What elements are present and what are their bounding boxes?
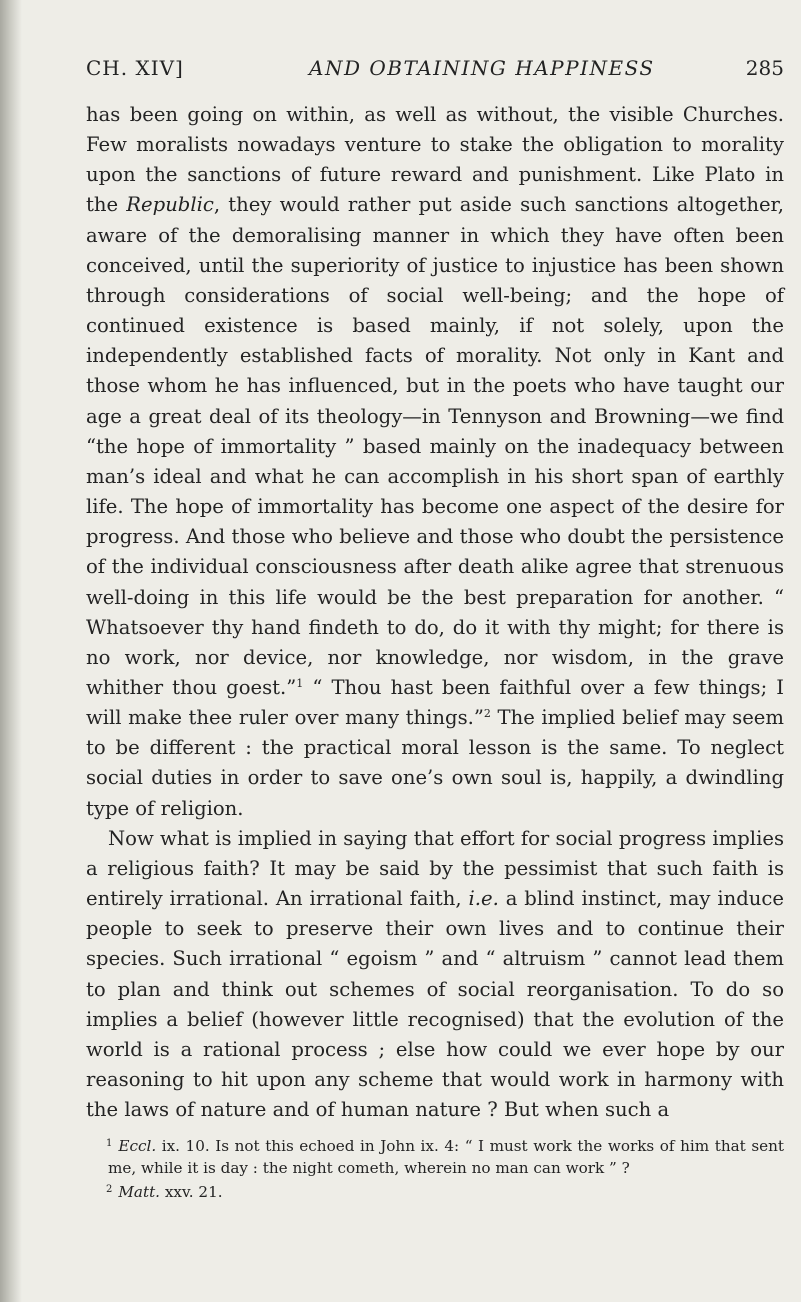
paragraph-1-text-a: has been going on within, as well as without, the visible Churches. Few moralists nowadays venture to stake the obligation to morality upon the sanctions of future reward and punishment. Like Plato in the bbox=[86, 103, 784, 217]
footnote-1 bbox=[86, 1133, 784, 1179]
paragraph-2 bbox=[86, 824, 784, 1126]
footnote-2-mark: 2 bbox=[106, 1184, 113, 1196]
footnote-1-mark: 1 bbox=[106, 1138, 113, 1150]
footnote-ref-2[interactable]: 2 bbox=[483, 707, 491, 721]
page-number: 285 bbox=[745, 56, 784, 80]
ie-abbrev: i.e. bbox=[468, 887, 499, 911]
footnote-ref-1[interactable]: 1 bbox=[296, 676, 304, 690]
paragraph-2-text-b: a blind instinct, may induce people to seek to preserve their own lives and to continue their species. Such irrational “ egoism ” and “ altruism ” cannot lead them to plan and think out schemes of social reorganisation. To do so implies a belief (however little recognised) that the evolution of the world is a rational process ; else how could we ever hope by our reasoning to hit upon any scheme that would work in harmony with the laws of nature and of human nature ? But when such a bbox=[86, 887, 784, 1122]
body-text bbox=[86, 100, 784, 1125]
paragraph-1-text-d: The implied belief may seem to be different : the practical moral lesson is the same. To neglect social duties in order to save one’s own soul is, happily, a dwindling type of religion. bbox=[86, 706, 784, 820]
footnote-2-text: xxv. 21. bbox=[160, 1183, 223, 1202]
footnote-1-ref: Eccl. bbox=[118, 1137, 157, 1156]
paragraph-1 bbox=[86, 100, 784, 824]
chapter-label: CH. XIV] bbox=[86, 56, 184, 80]
running-head bbox=[86, 56, 784, 90]
paragraph-1-text-b: , they would rather put aside such sanctions altogether, aware of the demoralising manner in which they have often been conceived, until the superiority of justice to injustice has been shown through considerations of social well-being; and the hope of continued existence is based mainly, if not solely, upon the independently established facts of morality. Not only in Kant and those whom he has influenced, but in the poets who have taught our age a great deal of its theology—in Tennyson and Browning—we find “the hope of immortality ” based mainly on the inadequacy between man’s ideal and what he can accomplish in his short span of earthly life. The hope of immortality has become one aspect of the desire for progress. And those who believe and those who doubt the persistence of the individual consciousness after death alike agree that strenuous well-doing in this life would be the best preparation for another. “ Whatsoever thy hand findeth to do, do it with thy might; for there is no work, nor device, nor knowledge, nor wisdom, in the grave whither thou goest.” bbox=[86, 193, 784, 699]
footnotes bbox=[86, 1133, 784, 1204]
paragraph-2-text-a: Now what is implied in saying that effort for social progress implies a religious faith? It may be said by the pessimist that such faith is entirely irrational. An irrational faith, bbox=[86, 826, 784, 911]
republic-title: Republic bbox=[126, 193, 214, 217]
page-binding-shadow bbox=[0, 0, 22, 1302]
book-page bbox=[86, 56, 784, 1204]
footnote-2 bbox=[86, 1179, 784, 1204]
running-title: AND OBTAINING HAPPINESS bbox=[309, 56, 655, 80]
paragraph-1-text-c: “ Thou hast been faithful over a few things; I will make thee ruler over many things.” bbox=[86, 675, 784, 730]
footnote-2-ref: Matt. bbox=[118, 1183, 161, 1202]
footnote-1-text: ix. 10. Is not this echoed in John ix. 4: “ I must work the works of him that sent me, while it is day : the night cometh, wherein no man can work ” ? bbox=[108, 1137, 784, 1177]
